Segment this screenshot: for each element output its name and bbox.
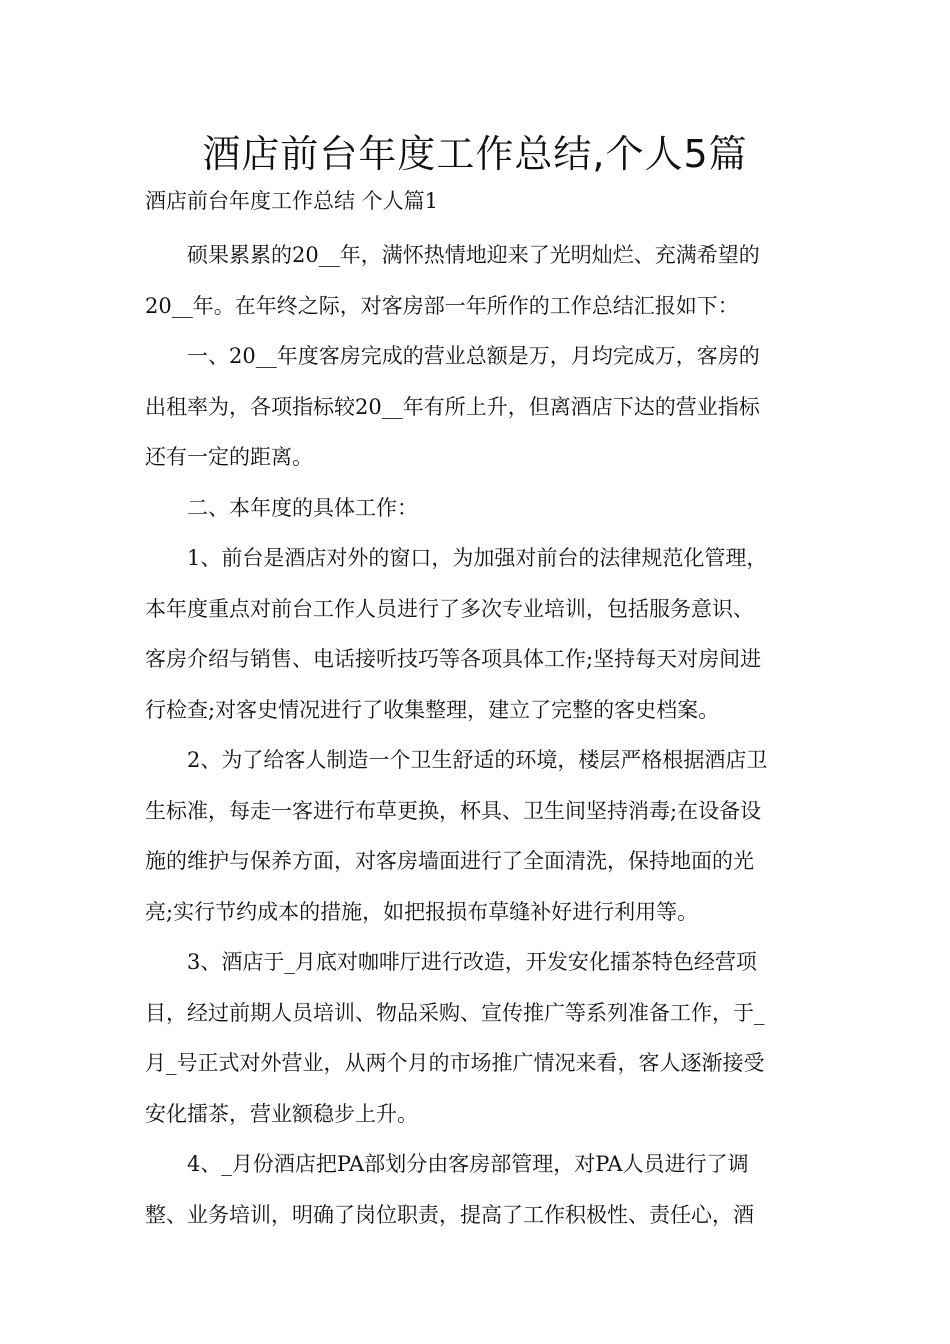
paragraph-line: 硕果累累的20__年，满怀热情地迎来了光明灿烂、充满希望的	[145, 243, 760, 267]
paragraph-line: 施的维护与保养方面，对客房墙面进行了全面清洗，保持地面的光	[145, 849, 754, 873]
document-title: 酒店前台年度工作总结,个人5篇	[202, 132, 748, 176]
paragraph-line: 二、本年度的具体工作：	[145, 495, 418, 520]
paragraph-line: 目，经过前期人员培训、物品采购、宣传推广等系列准备工作，于_	[145, 1000, 765, 1025]
paragraph-line: 2、为了给客人制造一个卫生舒适的环境，楼层严格根据酒店卫	[145, 748, 768, 772]
paragraph-line: 3、酒店于_月底对咖啡厅进行改造，开发安化擂茶特色经营项	[145, 950, 757, 974]
paragraph-line: 还有一定的距离。	[145, 445, 313, 469]
paragraph-line: 生标准，每走一客进行布草更换，杯具、卫生间坚持消毒;在设备设	[145, 798, 762, 823]
paragraph-line: 安化擂茶，营业额稳步上升。	[145, 1101, 418, 1126]
paragraph-line: 4、_月份酒店把PA部划分由客房部管理，对PA人员进行了调	[145, 1152, 749, 1176]
paragraph-line: 本年度重点对前台工作人员进行了多次专业培训，包括服务意识、	[145, 596, 754, 621]
paragraph-line: 1、前台是酒店对外的窗口，为加强对前台的法律规范化管理，	[145, 546, 768, 570]
paragraph-line: 出租率为，各项指标较20__年有所上升，但离酒店下达的营业指标	[145, 394, 760, 419]
paragraph-line: 行检查;对客史情况进行了收集整理，建立了完整的客史档案。	[145, 697, 720, 722]
paragraph-line: 月_号正式对外营业，从两个月的市场推广情况来看，客人逐渐接受	[145, 1051, 765, 1075]
paragraph-line: 20__年。在年终之际，对客房部一年所作的工作总结汇报如下：	[145, 293, 739, 318]
document-subtitle: 酒店前台年度工作总结 个人篇1	[145, 189, 439, 213]
paragraph-line: 亮;实行节约成本的措施，如把报损布草缝补好进行利用等。	[145, 899, 699, 924]
document-body	[145, 230, 807, 1240]
paragraph-line: 客房介绍与销售、电话接听技巧等各项具体工作;坚持每天对房间进	[145, 647, 762, 671]
paragraph-line: 一、20__年度客房完成的营业总额是万，月均完成万，客房的	[145, 344, 760, 368]
paragraph-line: 整、业务培训，明确了岗位职责，提高了工作积极性、责任心，酒	[145, 1202, 754, 1227]
